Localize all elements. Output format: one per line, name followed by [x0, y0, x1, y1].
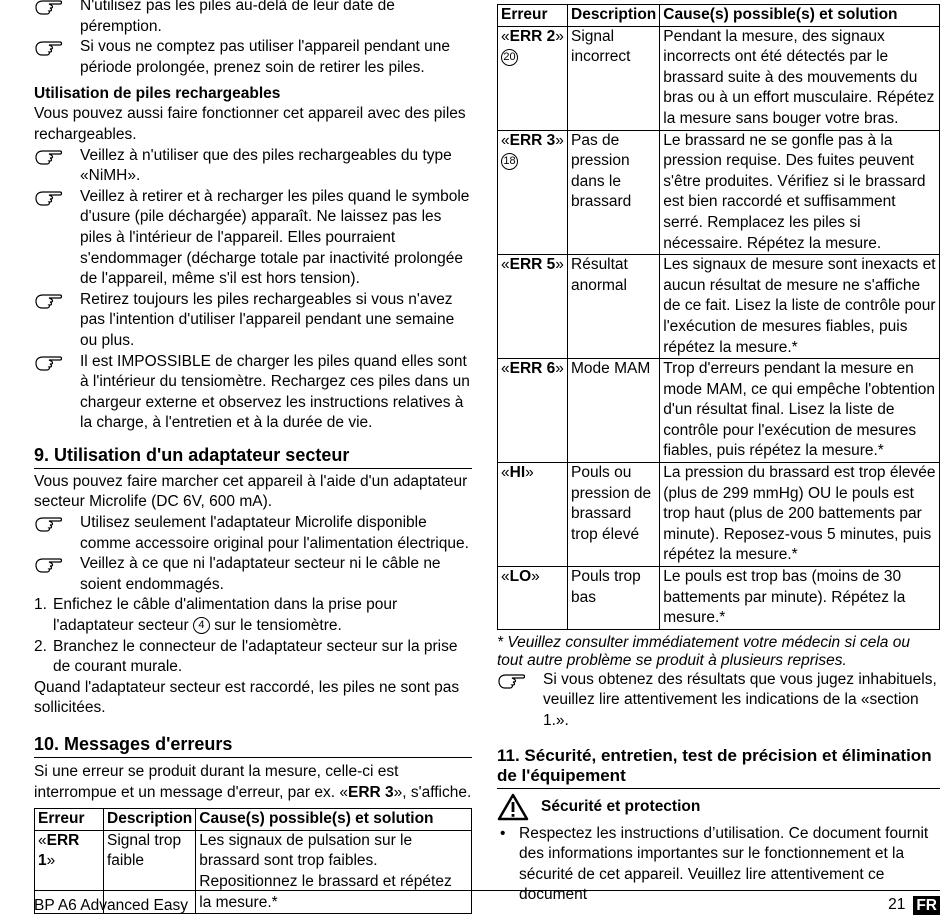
error-solution: Le brassard ne se gonfle pas à la pression requise. Des fuites peuvent s'être produites. Vérifiez si le brassard est bien raccordé et suffisamment serré. Remplacez les piles si nécessaire. Répétez la mesure.: [660, 130, 940, 255]
error-code: «ERR 3» 18: [498, 130, 568, 255]
step-text: sur le tensiomètre.: [214, 617, 342, 635]
page-footer: [34, 890, 940, 914]
table-header: Cause(s) possible(s) et solution: [196, 809, 472, 831]
table-row: [498, 463, 940, 567]
error-code: «LO»: [498, 567, 568, 630]
bullet-item: [34, 513, 472, 554]
step-number: 2.: [34, 637, 47, 655]
warning-triangle-icon: [497, 793, 529, 821]
rechargeable-heading: Utilisation de piles rechargeables: [34, 85, 281, 103]
bullet-item: [34, 37, 472, 78]
product-name: BP A6 Advanced Easy: [34, 897, 188, 914]
error-table-right: [497, 4, 940, 630]
section-10-intro: Si une erreur se produit durant la mesure, celle-ci est interrompue et un message d'erreur, par ex. «ERR 3», s'affiche.: [34, 763, 472, 801]
safety-heading: Sécurité et protection: [541, 797, 701, 815]
connector-reference-number: 4: [193, 617, 210, 634]
error-description: Pouls ou pression de brassard trop élevé: [568, 463, 660, 567]
error-description: Pas de pression dans le brassard: [568, 130, 660, 255]
section-9-title: 9. Utilisation d'un adaptateur secteur: [34, 444, 472, 469]
step-2: [34, 637, 472, 678]
error-code: «ERR 5»: [498, 255, 568, 359]
bullet-item: [34, 187, 472, 290]
pointing-hand-icon: [34, 0, 80, 16]
table-header: Description: [104, 809, 196, 831]
table-header: Cause(s) possible(s) et solution: [660, 5, 940, 27]
error-solution: Les signaux de pulsation sur le brassard sont trop faibles. Repositionnez le brassard et répétez la mesure.*: [196, 830, 472, 913]
error-description: Signal incorrect: [568, 26, 660, 130]
bullet-item: [34, 290, 472, 352]
bullet-text: Si vous obtenez des résultats que vous jugez inhabituels, veuillez lire attentivement les indications de la «section 1.».: [543, 670, 937, 729]
pointing-hand-icon: [34, 554, 80, 574]
table-header: Description: [568, 5, 660, 27]
bullet-text: N'utilisez pas les piles au-delà de leur date de péremption.: [80, 0, 395, 35]
table-row: [498, 130, 940, 255]
table-row: [498, 567, 940, 630]
bullet-text: Il est IMPOSSIBLE de charger les piles quand elles sont à l'intérieur du tensiomètre. Rechargez ces piles dans un chargeur externe et observez les instructions relatives à la charge, à l'entretien et à la durée de vie.: [80, 352, 470, 432]
error-description: Résultat anormal: [568, 255, 660, 359]
error-solution: La pression du brassard est trop élevée (plus de 299 mmHg) OU le pouls est trop haut (plus de 200 battements par minute). Reposez-vous 5 minutes, puis répétez la mesure.*: [660, 463, 940, 567]
table-header: Erreur: [35, 809, 104, 831]
error-code: «ERR 1»: [35, 830, 104, 913]
display-reference-number: 20: [501, 49, 518, 66]
pointing-hand-icon: [34, 290, 80, 310]
rechargeable-intro: Vous pouvez aussi faire fonctionner cet appareil avec des piles rechargeables.: [34, 105, 466, 143]
error-solution: Trop d'erreurs pendant la mesure en mode MAM, ce qui empêche l'obtention d'un résultat final. Lisez la liste de contrôle pour l'exécution de mesures fiables, puis répétez la mesure.*: [660, 359, 940, 463]
table-row: [498, 359, 940, 463]
bullet-text: Veillez à retirer et à recharger les piles quand le symbole d'usure (pile déchargée) apparaît. Ne laissez pas les piles à l'intérieur de l'appareil. Elles pourraient s'endommager (décharge totale par inactivité prolongée de l'appareil, même s'il est hors tension).: [80, 187, 470, 288]
display-reference-number: 18: [501, 153, 518, 170]
right-column: [497, 0, 940, 906]
safety-heading-row: [497, 793, 940, 821]
language-badge: FR: [913, 896, 940, 915]
bullet-text: Si vous ne comptez pas utiliser l'appareil pendant une période prolongée, prenez soin de retirer les piles.: [80, 38, 451, 76]
table-row: [498, 255, 940, 359]
step-text: Branchez le connecteur de l'adaptateur secteur sur la prise de courant murale.: [53, 637, 458, 676]
table-row: [498, 26, 940, 130]
bullet-text: Utilisez seulement l'adaptateur Microlife disponible comme accessoire original pour l'alimentation électrique.: [80, 514, 469, 552]
table-header-row: [498, 5, 940, 27]
section-9-outro: Quand l'adaptateur secteur est raccordé, les piles ne sont pas sollicitées.: [34, 678, 460, 717]
bullet-text: Veillez à ce que ni l'adaptateur secteur ni le câble ne soient endommagés.: [80, 555, 441, 593]
bullet-text: Retirez toujours les piles rechargeables si vous n'avez pas l'intention d'utiliser l'appareil pendant une semaine ou plus.: [80, 290, 455, 349]
pointing-hand-icon: [34, 146, 80, 166]
table-footnote: * Veuillez consulter immédiatement votre médecin si cela ou tout autre problème se produit à plusieurs reprises.: [497, 633, 910, 669]
error-description: Mode MAM: [568, 359, 660, 463]
section-10-title: 10. Messages d'erreurs: [34, 733, 472, 758]
bullet-text: Veillez à n'utiliser que des piles rechargeables du type «NiMH».: [80, 146, 452, 185]
error-code: «ERR 6»: [498, 359, 568, 463]
pointing-hand-icon: [34, 513, 80, 533]
pointing-hand-icon: [34, 37, 80, 57]
table-header-row: [35, 809, 472, 831]
error-solution: Le pouls est trop bas (moins de 30 battements par minute). Répétez la mesure.*: [660, 567, 940, 630]
bullet-item: [34, 0, 472, 37]
section-9-intro: Vous pouvez faire marcher cet appareil à l'aide d'un adaptateur secteur Microlife (DC 6V, 600 mA).: [34, 472, 468, 511]
page-number: 21: [888, 896, 906, 913]
left-column: [34, 0, 472, 914]
pointing-hand-icon: [497, 670, 543, 690]
bullet-item: [497, 670, 940, 732]
bullet-item: [34, 146, 472, 187]
bullet-dot: •: [500, 824, 506, 842]
error-code: «HI»: [498, 463, 568, 567]
table-header: Erreur: [498, 5, 568, 27]
error-solution: Les signaux de mesure sont inexacts et aucun résultat de mesure ne s'affiche de ce fait. Lisez la liste de contrôle pour l'exécution de mesures fiables, puis répétez la mesure.*: [660, 255, 940, 359]
page-number-box: [888, 895, 940, 916]
error-description: Signal trop faible: [104, 830, 196, 913]
step-text: Enfichez le câble d'alimentation dans la prise pour l'adaptateur secteur: [53, 596, 398, 635]
error-description: Pouls trop bas: [568, 567, 660, 630]
step-number: 1.: [34, 596, 47, 614]
bullet-item: [34, 352, 472, 434]
bullet-item: [34, 554, 472, 595]
section-11-title: 11. Sécurité, entretien, test de précision et élimination de l'équipement: [497, 746, 940, 789]
bullet-text: Respectez les instructions d’utilisation. Ce document fournit des informations importantes sur le fonctionnement et la sécurité de cet appareil. Veuillez lire attentivement ce document: [519, 824, 929, 904]
error-solution: Pendant la mesure, des signaux incorrects ont été détectés par le brassard suite à des mouvements du bras ou à un effort musculaire. Répétez la mesure sans bouger votre bras.: [660, 26, 940, 130]
pointing-hand-icon: [34, 352, 80, 372]
step-1: [34, 595, 472, 636]
error-code: «ERR 2» 20: [498, 26, 568, 130]
pointing-hand-icon: [34, 187, 80, 207]
